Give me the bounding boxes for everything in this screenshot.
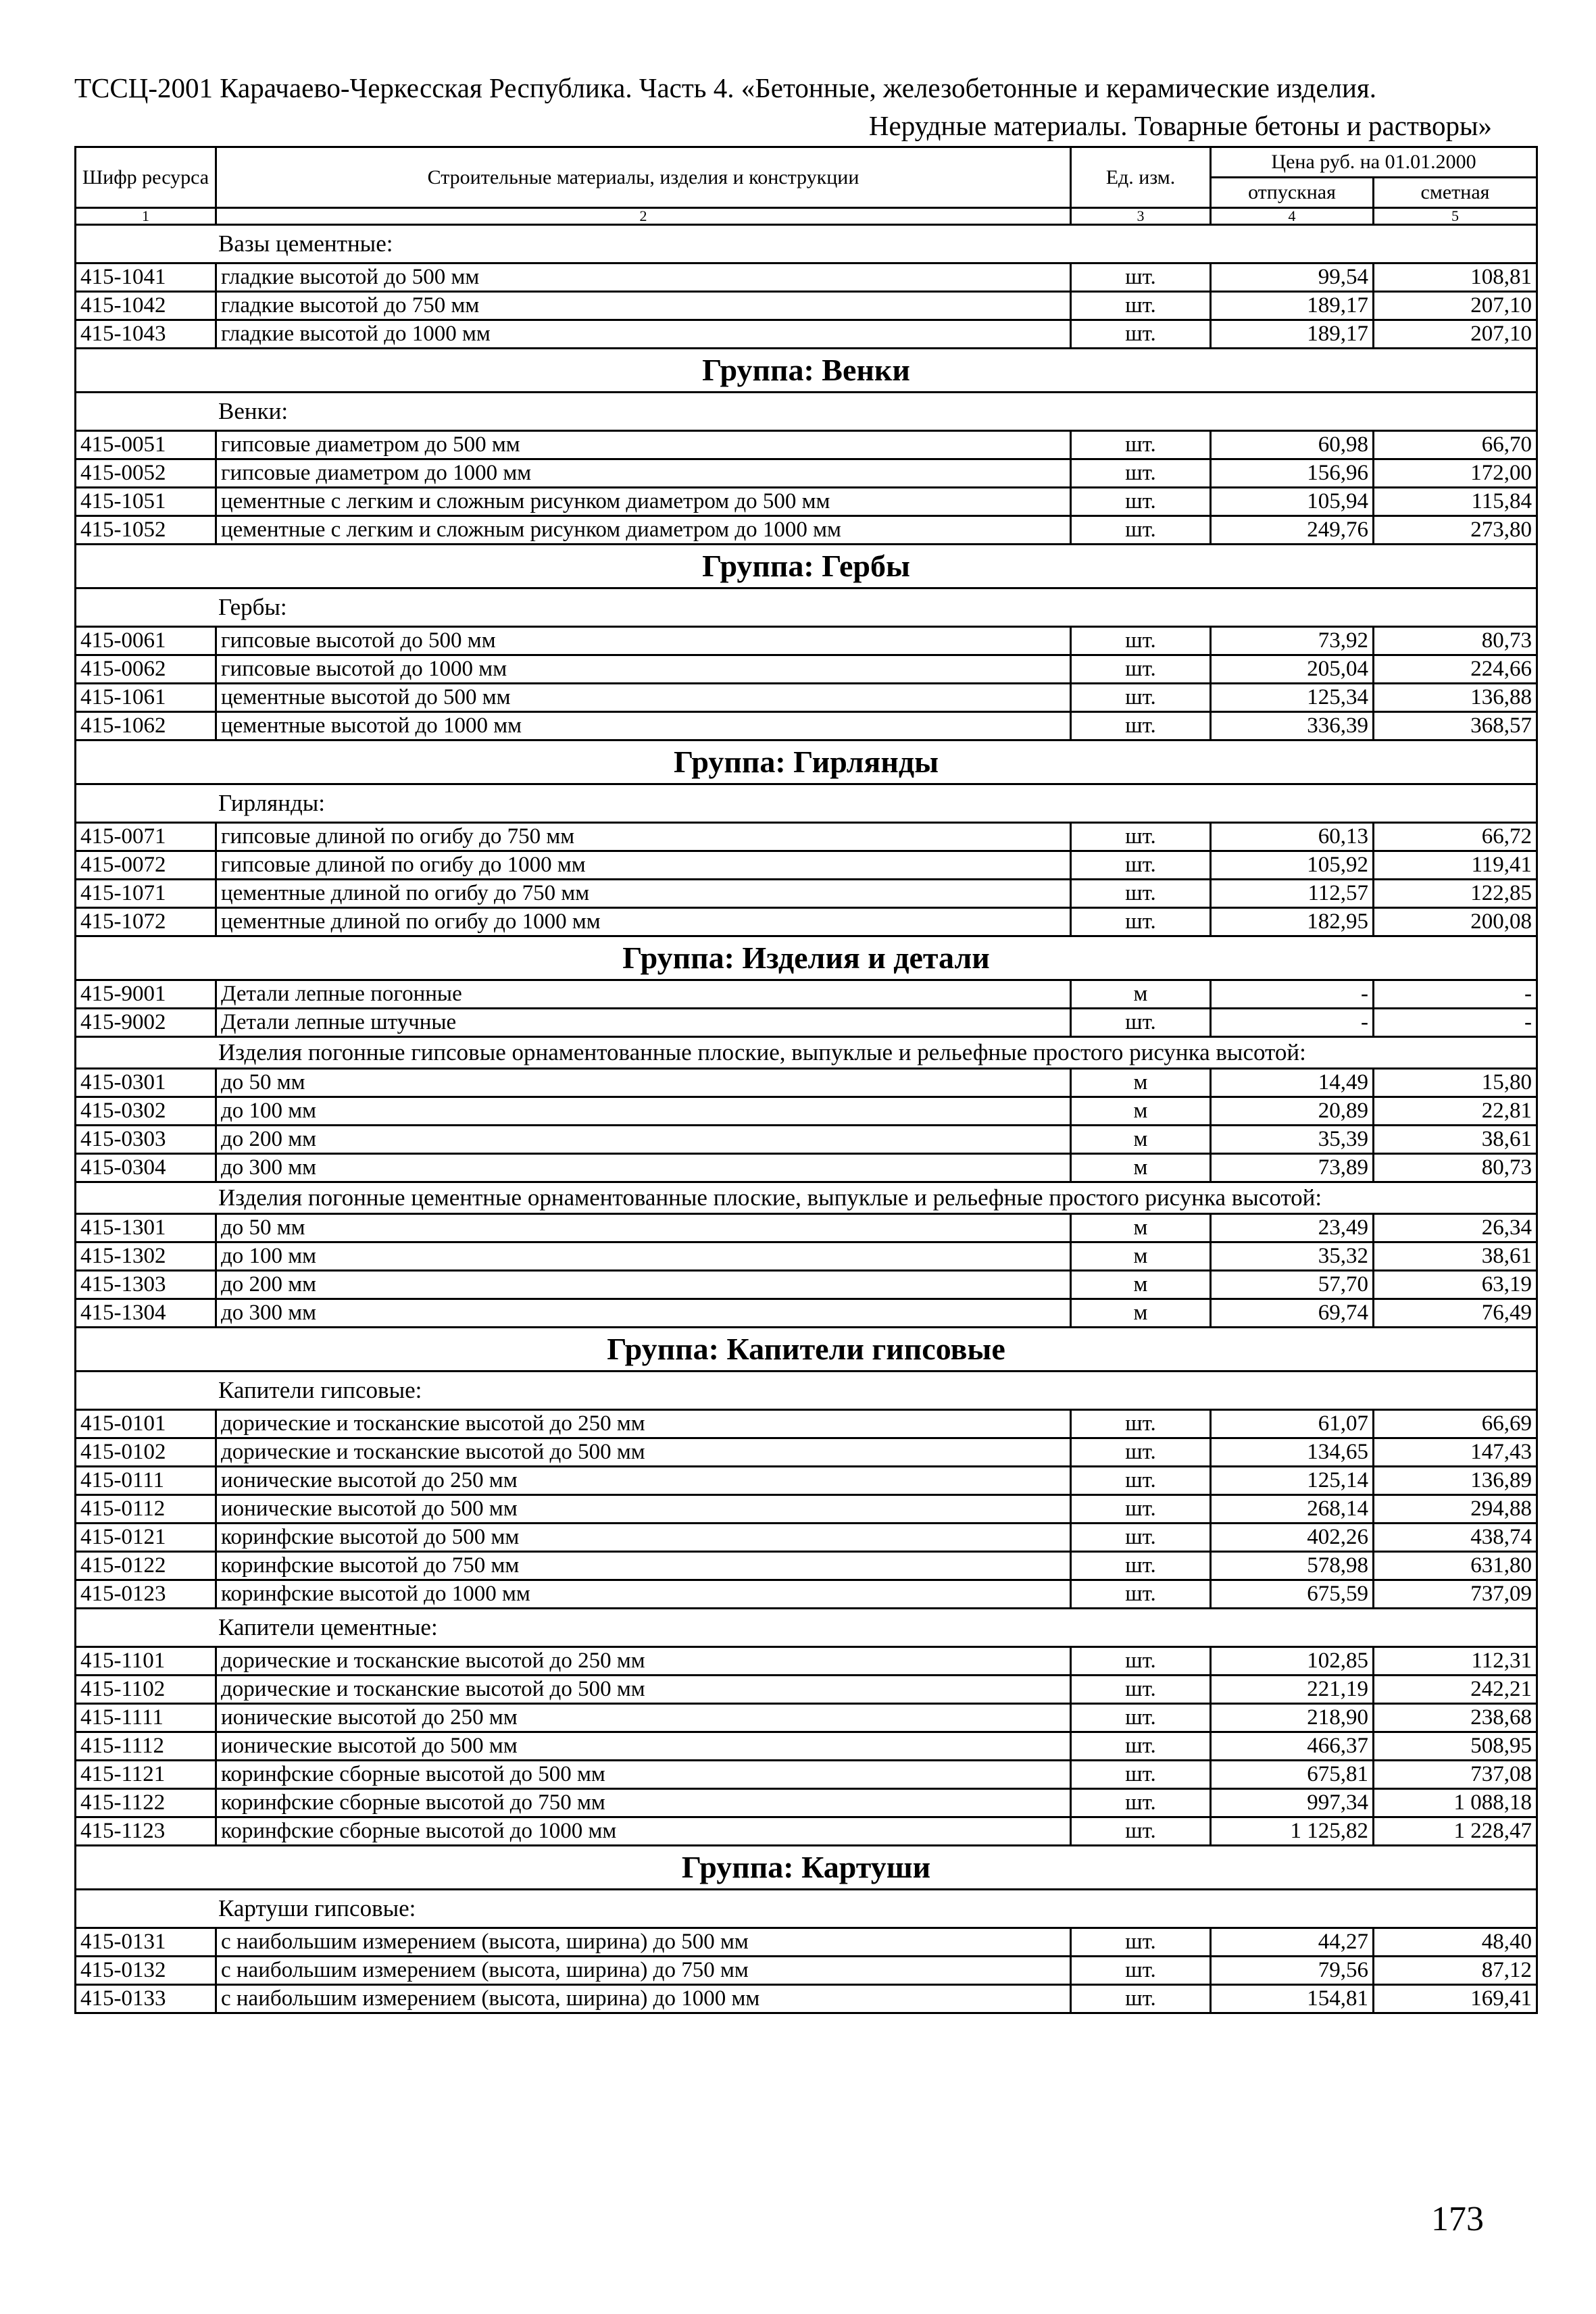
col-header-price: Цена руб. на 01.01.2000: [1211, 147, 1537, 178]
cell-name: коринфские сборные высотой до 500 мм: [216, 1761, 1071, 1789]
cell-unit: м: [1071, 1299, 1211, 1328]
table-row: [76, 1069, 1537, 1097]
cell-name: до 200 мм: [216, 1126, 1071, 1154]
table-row: [76, 712, 1537, 740]
cell-release-price: 268,14: [1211, 1495, 1374, 1524]
cell-release-price: 102,85: [1211, 1647, 1374, 1676]
cell-code: 415-0303: [76, 1126, 216, 1154]
table-body: [76, 225, 1537, 2013]
table-row: [76, 1732, 1537, 1761]
cell-release-price: 154,81: [1211, 1985, 1374, 2013]
col-header-estimate: сметная: [1374, 178, 1537, 208]
cell-name: до 300 мм: [216, 1154, 1071, 1182]
cell-release-price: 73,92: [1211, 627, 1374, 655]
cell-name: до 50 мм: [216, 1214, 1071, 1242]
cell-name: гладкие высотой до 750 мм: [216, 292, 1071, 320]
cell-code: 415-0071: [76, 823, 216, 851]
table-row: [76, 1580, 1537, 1609]
cell-name: Детали лепные погонные: [216, 980, 1071, 1009]
cell-estimate-price: 66,70: [1374, 431, 1537, 459]
header-line-1: ТССЦ-2001 Карачаево-Черкесская Республика. Часть 4. «Бетонные, железобетонные и керамические изделия.: [74, 72, 1377, 103]
subsection-row: [76, 225, 1537, 263]
cell-release-price: 112,57: [1211, 880, 1374, 908]
table-row: [76, 292, 1537, 320]
table-row: [76, 655, 1537, 684]
subsection-row: [76, 393, 1537, 431]
table-row: [76, 1524, 1537, 1552]
cell-estimate-price: 737,08: [1374, 1761, 1537, 1789]
cell-release-price: 134,65: [1211, 1438, 1374, 1467]
cell-estimate-price: 200,08: [1374, 908, 1537, 936]
cell-release-price: -: [1211, 980, 1374, 1009]
cell-release-price: 23,49: [1211, 1214, 1374, 1242]
cell-code: 415-1123: [76, 1817, 216, 1846]
group-title: Группа: Венки: [76, 349, 1537, 393]
cell-unit: м: [1071, 1271, 1211, 1299]
cell-release-price: 997,34: [1211, 1789, 1374, 1817]
cell-estimate-price: 631,80: [1374, 1552, 1537, 1580]
cell-release-price: 99,54: [1211, 263, 1374, 292]
cell-estimate-price: 122,85: [1374, 880, 1537, 908]
cell-estimate-price: 136,89: [1374, 1467, 1537, 1495]
cell-unit: шт.: [1071, 1928, 1211, 1957]
subsection-row: [76, 784, 1537, 823]
cell-release-price: 61,07: [1211, 1410, 1374, 1438]
page-number: 173: [1431, 2200, 1484, 2238]
cell-code: 415-9001: [76, 980, 216, 1009]
cell-release-price: 466,37: [1211, 1732, 1374, 1761]
table-row: [76, 1154, 1537, 1182]
subsection-row: [76, 1890, 1537, 1928]
cell-unit: шт.: [1071, 1676, 1211, 1704]
cell-unit: шт.: [1071, 292, 1211, 320]
cell-estimate-price: 66,72: [1374, 823, 1537, 851]
cell-unit: шт.: [1071, 320, 1211, 349]
group-header-row: [76, 936, 1537, 980]
cell-unit: шт.: [1071, 880, 1211, 908]
cell-unit: шт.: [1071, 1985, 1211, 2013]
col-number: 3: [1071, 208, 1211, 225]
cell-unit: шт.: [1071, 431, 1211, 459]
cell-name: цементные с легким и сложным рисунком диаметром до 500 мм: [216, 488, 1071, 516]
cell-unit: шт.: [1071, 684, 1211, 712]
cell-estimate-price: 1 088,18: [1374, 1789, 1537, 1817]
cell-name: с наибольшим измерением (высота, ширина) до 500 мм: [216, 1928, 1071, 1957]
col-header-name: Строительные материалы, изделия и конструкции: [216, 147, 1071, 208]
cell-name: гипсовые высотой до 1000 мм: [216, 655, 1071, 684]
cell-code: 415-0304: [76, 1154, 216, 1182]
cell-code: 415-9002: [76, 1009, 216, 1037]
cell-release-price: 189,17: [1211, 320, 1374, 349]
table-row: [76, 823, 1537, 851]
cell-code: 415-1041: [76, 263, 216, 292]
col-header-release: отпускная: [1211, 178, 1374, 208]
table-row: [76, 488, 1537, 516]
cell-unit: м: [1071, 1214, 1211, 1242]
cell-estimate-price: 136,88: [1374, 684, 1537, 712]
cell-name: ионические высотой до 250 мм: [216, 1467, 1071, 1495]
cell-estimate-price: 273,80: [1374, 516, 1537, 545]
cell-estimate-price: 80,73: [1374, 1154, 1537, 1182]
cell-unit: шт.: [1071, 263, 1211, 292]
cell-code: 415-1101: [76, 1647, 216, 1676]
cell-unit: шт.: [1071, 655, 1211, 684]
subsection-title: Изделия погонные цементные орнаментованные плоские, выпуклые и рельефные простого рисунка высотой:: [76, 1182, 1537, 1214]
cell-estimate-price: 1 228,47: [1374, 1817, 1537, 1846]
cell-unit: шт.: [1071, 1009, 1211, 1037]
header-line-2: Нерудные материалы. Товарные бетоны и растворы»: [868, 110, 1492, 141]
cell-code: 415-1111: [76, 1704, 216, 1732]
cell-release-price: 402,26: [1211, 1524, 1374, 1552]
price-table: [74, 146, 1538, 2014]
cell-code: 415-0132: [76, 1957, 216, 1985]
cell-code: 415-0102: [76, 1438, 216, 1467]
cell-name: коринфские высотой до 1000 мм: [216, 1580, 1071, 1609]
subsection-title: Гербы:: [76, 588, 1537, 627]
cell-unit: шт.: [1071, 851, 1211, 880]
cell-code: 415-0123: [76, 1580, 216, 1609]
cell-release-price: 189,17: [1211, 292, 1374, 320]
table-row: [76, 880, 1537, 908]
cell-release-price: 105,92: [1211, 851, 1374, 880]
cell-name: до 50 мм: [216, 1069, 1071, 1097]
cell-code: 415-1301: [76, 1214, 216, 1242]
cell-code: 415-0122: [76, 1552, 216, 1580]
cell-release-price: 249,76: [1211, 516, 1374, 545]
subsection-title: Изделия погонные гипсовые орнаментованные плоские, выпуклые и рельефные простого рисунка высотой:: [76, 1037, 1537, 1069]
table-row: [76, 1467, 1537, 1495]
cell-estimate-price: 242,21: [1374, 1676, 1537, 1704]
cell-estimate-price: 108,81: [1374, 263, 1537, 292]
cell-release-price: 44,27: [1211, 1928, 1374, 1957]
cell-name: гипсовые длиной по огибу до 750 мм: [216, 823, 1071, 851]
subsection-row: [76, 1609, 1537, 1647]
table-row: [76, 1928, 1537, 1957]
col-number: 4: [1211, 208, 1374, 225]
subsection-title: Гирлянды:: [76, 784, 1537, 823]
cell-name: дорические и тосканские высотой до 250 мм: [216, 1410, 1071, 1438]
cell-release-price: 14,49: [1211, 1069, 1374, 1097]
cell-release-price: 182,95: [1211, 908, 1374, 936]
cell-unit: шт.: [1071, 1552, 1211, 1580]
subsection-title: Вазы цементные:: [76, 225, 1537, 263]
cell-name: гипсовые высотой до 500 мм: [216, 627, 1071, 655]
table-row: [76, 1242, 1537, 1271]
group-header-row: [76, 740, 1537, 784]
cell-estimate-price: 172,00: [1374, 459, 1537, 488]
group-title: Группа: Изделия и детали: [76, 936, 1537, 980]
cell-code: 415-0051: [76, 431, 216, 459]
cell-release-price: 125,14: [1211, 1467, 1374, 1495]
cell-release-price: 218,90: [1211, 1704, 1374, 1732]
cell-unit: шт.: [1071, 1467, 1211, 1495]
cell-estimate-price: 508,95: [1374, 1732, 1537, 1761]
cell-estimate-price: 112,31: [1374, 1647, 1537, 1676]
cell-unit: шт.: [1071, 1732, 1211, 1761]
table-row: [76, 1985, 1537, 2013]
table-row: [76, 1817, 1537, 1846]
subsection-title: Капители гипсовые:: [76, 1372, 1537, 1410]
cell-release-price: 675,81: [1211, 1761, 1374, 1789]
cell-release-price: 105,94: [1211, 488, 1374, 516]
subsection-title: Картуши гипсовые:: [76, 1890, 1537, 1928]
cell-name: коринфские сборные высотой до 1000 мм: [216, 1817, 1071, 1846]
table-row: [76, 1676, 1537, 1704]
cell-release-price: -: [1211, 1009, 1374, 1037]
cell-release-price: 221,19: [1211, 1676, 1374, 1704]
group-title: Группа: Гербы: [76, 545, 1537, 588]
cell-code: 415-1071: [76, 880, 216, 908]
cell-estimate-price: 115,84: [1374, 488, 1537, 516]
cell-unit: м: [1071, 1069, 1211, 1097]
cell-unit: шт.: [1071, 627, 1211, 655]
group-title: Группа: Капители гипсовые: [76, 1328, 1537, 1372]
cell-release-price: 60,98: [1211, 431, 1374, 459]
subsection-row: [76, 1037, 1537, 1069]
cell-unit: м: [1071, 980, 1211, 1009]
cell-unit: шт.: [1071, 1495, 1211, 1524]
table-row: [76, 1214, 1537, 1242]
table-row: [76, 1410, 1537, 1438]
cell-estimate-price: 63,19: [1374, 1271, 1537, 1299]
cell-code: 415-0121: [76, 1524, 216, 1552]
cell-estimate-price: 238,68: [1374, 1704, 1537, 1732]
cell-name: до 300 мм: [216, 1299, 1071, 1328]
cell-code: 415-0072: [76, 851, 216, 880]
cell-name: дорические и тосканские высотой до 500 мм: [216, 1438, 1071, 1467]
cell-code: 415-1302: [76, 1242, 216, 1271]
cell-unit: шт.: [1071, 516, 1211, 545]
table-row: [76, 627, 1537, 655]
cell-estimate-price: 80,73: [1374, 627, 1537, 655]
cell-code: 415-1052: [76, 516, 216, 545]
cell-name: Детали лепные штучные: [216, 1009, 1071, 1037]
cell-estimate-price: 26,34: [1374, 1214, 1537, 1242]
col-number: 2: [216, 208, 1071, 225]
cell-code: 415-1043: [76, 320, 216, 349]
cell-unit: шт.: [1071, 1761, 1211, 1789]
cell-estimate-price: 147,43: [1374, 1438, 1537, 1467]
cell-estimate-price: -: [1374, 1009, 1537, 1037]
cell-code: 415-1042: [76, 292, 216, 320]
cell-code: 415-0301: [76, 1069, 216, 1097]
table-row: [76, 1789, 1537, 1817]
cell-release-price: 35,32: [1211, 1242, 1374, 1271]
table-row: [76, 1126, 1537, 1154]
table-row: [76, 1299, 1537, 1328]
col-number: 5: [1374, 208, 1537, 225]
group-title: Группа: Гирлянды: [76, 740, 1537, 784]
cell-name: цементные длиной по огибу до 750 мм: [216, 880, 1071, 908]
cell-code: 415-0112: [76, 1495, 216, 1524]
cell-release-price: 675,59: [1211, 1580, 1374, 1609]
cell-estimate-price: 66,69: [1374, 1410, 1537, 1438]
cell-code: 415-0133: [76, 1985, 216, 2013]
cell-unit: шт.: [1071, 1580, 1211, 1609]
cell-estimate-price: 224,66: [1374, 655, 1537, 684]
cell-code: 415-0131: [76, 1928, 216, 1957]
cell-estimate-price: 207,10: [1374, 320, 1537, 349]
cell-release-price: 336,39: [1211, 712, 1374, 740]
cell-unit: шт.: [1071, 1957, 1211, 1985]
cell-name: дорические и тосканские высотой до 500 мм: [216, 1676, 1071, 1704]
cell-name: гладкие высотой до 500 мм: [216, 263, 1071, 292]
cell-unit: шт.: [1071, 1438, 1211, 1467]
cell-release-price: 1 125,82: [1211, 1817, 1374, 1846]
cell-unit: шт.: [1071, 712, 1211, 740]
cell-estimate-price: 38,61: [1374, 1126, 1537, 1154]
cell-name: ионические высотой до 500 мм: [216, 1495, 1071, 1524]
cell-code: 415-1062: [76, 712, 216, 740]
cell-code: 415-0302: [76, 1097, 216, 1126]
cell-name: гипсовые длиной по огибу до 1000 мм: [216, 851, 1071, 880]
cell-code: 415-1061: [76, 684, 216, 712]
cell-release-price: 35,39: [1211, 1126, 1374, 1154]
cell-unit: шт.: [1071, 1647, 1211, 1676]
group-header-row: [76, 349, 1537, 393]
cell-code: 415-0101: [76, 1410, 216, 1438]
subsection-row: [76, 588, 1537, 627]
table-row: [76, 1957, 1537, 1985]
group-title: Группа: Картуши: [76, 1846, 1537, 1890]
col-header-unit: Ед. изм.: [1071, 147, 1211, 208]
cell-unit: шт.: [1071, 1789, 1211, 1817]
cell-name: цементные с легким и сложным рисунком диаметром до 1000 мм: [216, 516, 1071, 545]
cell-estimate-price: 15,80: [1374, 1069, 1537, 1097]
group-header-row: [76, 1328, 1537, 1372]
subsection-title: Капители цементные:: [76, 1609, 1537, 1647]
cell-name: с наибольшим измерением (высота, ширина) до 750 мм: [216, 1957, 1071, 1985]
cell-release-price: 79,56: [1211, 1957, 1374, 1985]
cell-name: коринфские сборные высотой до 750 мм: [216, 1789, 1071, 1817]
cell-estimate-price: 438,74: [1374, 1524, 1537, 1552]
cell-code: 415-1122: [76, 1789, 216, 1817]
cell-release-price: 60,13: [1211, 823, 1374, 851]
cell-unit: шт.: [1071, 488, 1211, 516]
table-row: [76, 1097, 1537, 1126]
cell-code: 415-0061: [76, 627, 216, 655]
cell-release-price: 20,89: [1211, 1097, 1374, 1126]
cell-unit: шт.: [1071, 459, 1211, 488]
cell-release-price: 156,96: [1211, 459, 1374, 488]
cell-estimate-price: 48,40: [1374, 1928, 1537, 1957]
group-header-row: [76, 545, 1537, 588]
table-row: [76, 1704, 1537, 1732]
table-row: [76, 851, 1537, 880]
cell-name: коринфские высотой до 750 мм: [216, 1552, 1071, 1580]
table-row: [76, 320, 1537, 349]
table-row: [76, 908, 1537, 936]
table-row: [76, 1009, 1537, 1037]
cell-unit: шт.: [1071, 1817, 1211, 1846]
table-row: [76, 459, 1537, 488]
cell-unit: м: [1071, 1126, 1211, 1154]
cell-release-price: 125,34: [1211, 684, 1374, 712]
table-row: [76, 1495, 1537, 1524]
table-row: [76, 431, 1537, 459]
cell-release-price: 69,74: [1211, 1299, 1374, 1328]
table-row: [76, 1271, 1537, 1299]
cell-name: гипсовые диаметром до 500 мм: [216, 431, 1071, 459]
table-row: [76, 1438, 1537, 1467]
cell-release-price: 578,98: [1211, 1552, 1374, 1580]
cell-code: 415-1112: [76, 1732, 216, 1761]
cell-unit: шт.: [1071, 1410, 1211, 1438]
cell-release-price: 73,89: [1211, 1154, 1374, 1182]
cell-estimate-price: 169,41: [1374, 1985, 1537, 2013]
cell-name: коринфские высотой до 500 мм: [216, 1524, 1071, 1552]
table-row: [76, 980, 1537, 1009]
cell-estimate-price: 38,61: [1374, 1242, 1537, 1271]
cell-estimate-price: -: [1374, 980, 1537, 1009]
cell-name: с наибольшим измерением (высота, ширина) до 1000 мм: [216, 1985, 1071, 2013]
col-number: 1: [76, 208, 216, 225]
cell-estimate-price: 737,09: [1374, 1580, 1537, 1609]
cell-estimate-price: 76,49: [1374, 1299, 1537, 1328]
cell-name: до 200 мм: [216, 1271, 1071, 1299]
cell-name: ионические высотой до 500 мм: [216, 1732, 1071, 1761]
cell-code: 415-1303: [76, 1271, 216, 1299]
table-row: [76, 1647, 1537, 1676]
cell-code: 415-1051: [76, 488, 216, 516]
cell-unit: м: [1071, 1097, 1211, 1126]
table-row: [76, 684, 1537, 712]
cell-name: гипсовые диаметром до 1000 мм: [216, 459, 1071, 488]
table-row: [76, 263, 1537, 292]
cell-estimate-price: 207,10: [1374, 292, 1537, 320]
cell-unit: м: [1071, 1154, 1211, 1182]
subsection-title: Венки:: [76, 393, 1537, 431]
cell-code: 415-0062: [76, 655, 216, 684]
table-row: [76, 1761, 1537, 1789]
cell-release-price: 205,04: [1211, 655, 1374, 684]
col-header-code: Шифр ресурса: [76, 147, 216, 208]
cell-code: 415-1121: [76, 1761, 216, 1789]
cell-name: до 100 мм: [216, 1097, 1071, 1126]
cell-unit: шт.: [1071, 908, 1211, 936]
cell-estimate-price: 87,12: [1374, 1957, 1537, 1985]
cell-code: 415-1072: [76, 908, 216, 936]
cell-estimate-price: 119,41: [1374, 851, 1537, 880]
cell-name: ионические высотой до 250 мм: [216, 1704, 1071, 1732]
cell-name: цементные высотой до 500 мм: [216, 684, 1071, 712]
cell-unit: шт.: [1071, 1524, 1211, 1552]
group-header-row: [76, 1846, 1537, 1890]
cell-unit: м: [1071, 1242, 1211, 1271]
cell-name: дорические и тосканские высотой до 250 мм: [216, 1647, 1071, 1676]
cell-name: гладкие высотой до 1000 мм: [216, 320, 1071, 349]
cell-unit: шт.: [1071, 1704, 1211, 1732]
subsection-row: [76, 1372, 1537, 1410]
cell-name: цементные высотой до 1000 мм: [216, 712, 1071, 740]
table-row: [76, 516, 1537, 545]
cell-unit: шт.: [1071, 823, 1211, 851]
cell-code: 415-0052: [76, 459, 216, 488]
cell-name: до 100 мм: [216, 1242, 1071, 1271]
cell-name: цементные длиной по огибу до 1000 мм: [216, 908, 1071, 936]
cell-estimate-price: 22,81: [1374, 1097, 1537, 1126]
table-row: [76, 1552, 1537, 1580]
cell-estimate-price: 294,88: [1374, 1495, 1537, 1524]
cell-code: 415-0111: [76, 1467, 216, 1495]
subsection-row: [76, 1182, 1537, 1214]
document-header: [74, 69, 1492, 145]
cell-code: 415-1304: [76, 1299, 216, 1328]
cell-release-price: 57,70: [1211, 1271, 1374, 1299]
cell-code: 415-1102: [76, 1676, 216, 1704]
cell-estimate-price: 368,57: [1374, 712, 1537, 740]
